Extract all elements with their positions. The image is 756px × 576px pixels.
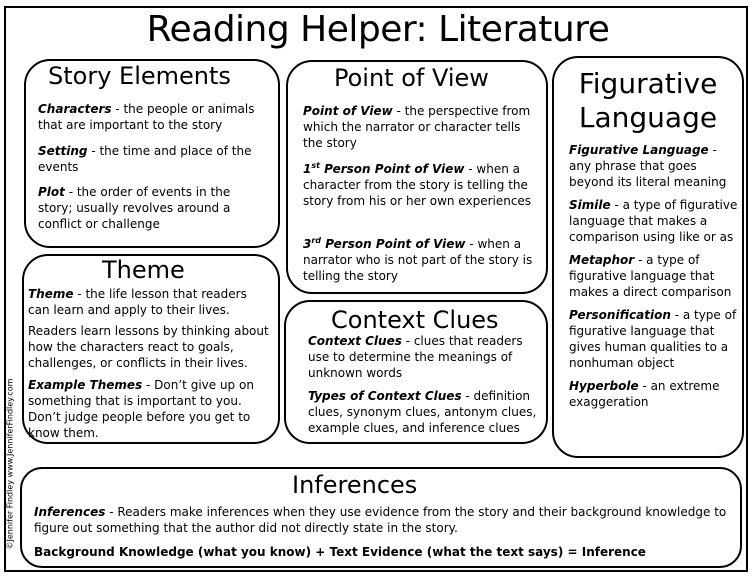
figurative-item-definition: Figurative Language - any phrase that goes beyond its literal meaning <box>569 143 727 189</box>
context-item-definition: Context Clues - clues that readers use to determine the meanings of unknown words <box>308 334 523 380</box>
theme-heading: Theme <box>102 256 185 284</box>
story-item-setting: Setting - the time and place of the events <box>38 144 252 174</box>
figurative-item-personification: Personification - a type of figurative language that gives human qualities to a nonhuman object <box>569 308 737 370</box>
point-of-view-heading: Point of View <box>334 64 489 92</box>
story-item-plot: Plot - the order of events in the story; usually revolves around a conflict or challenge <box>38 185 231 231</box>
inferences-formula: Background Knowledge (what you know) + Text Evidence (what the text says) = Inference <box>34 545 646 559</box>
story-item-characters: Characters - the people or animals that are important to the story <box>38 102 255 132</box>
theme-item-examples: Example Themes - Don’t give up on something that is important to you. Don’t judge people before you get to know them. <box>28 378 254 440</box>
figurative-item-metaphor: Metaphor - a type of figurative language that makes a direct comparison <box>569 253 732 299</box>
theme-item-lessons: Readers learn lessons by thinking about how the characters react to goals, challenges, or conflicts in their lives. <box>28 324 269 370</box>
figurative-item-simile: Simile - a type of figurative language that makes a comparison using like or as <box>569 198 738 244</box>
theme-item-definition: Theme - the life lesson that readers can learn and apply to their lives. <box>28 287 247 317</box>
side-credit: ©Jennifer Findley www.JenniferFindley.com <box>5 378 15 550</box>
story-elements-heading: Story Elements <box>48 62 231 90</box>
pov-item-definition: Point of View - the perspective from which the narrator or character tells the story <box>303 104 531 150</box>
figurative-heading-line2: Language <box>578 101 718 134</box>
figurative-item-hyperbole: Hyperbole - an extreme exaggeration <box>569 379 720 409</box>
figurative-heading-line1: Figurative <box>578 67 718 100</box>
context-item-types: Types of Context Clues - definition clues, synonym clues, antonym clues, example clues, and inference clues <box>308 389 537 435</box>
pov-item-first-person: 1st Person Point of View - when a character from the story is telling the story from his or her own experiences <box>303 161 532 208</box>
inferences-heading: Inferences <box>292 471 418 499</box>
inferences-definition: Inferences - Readers make inferences when they use evidence from the story and their background knowledge to figure out something that the author did not directly state in the story. <box>34 505 727 535</box>
page-title: Reading Helper: Literature <box>146 9 610 50</box>
context-clues-heading: Context Clues <box>331 306 499 334</box>
pov-item-third-person: 3rd Person Point of View - when a narrator who is not part of the story is telling the story <box>303 236 533 283</box>
